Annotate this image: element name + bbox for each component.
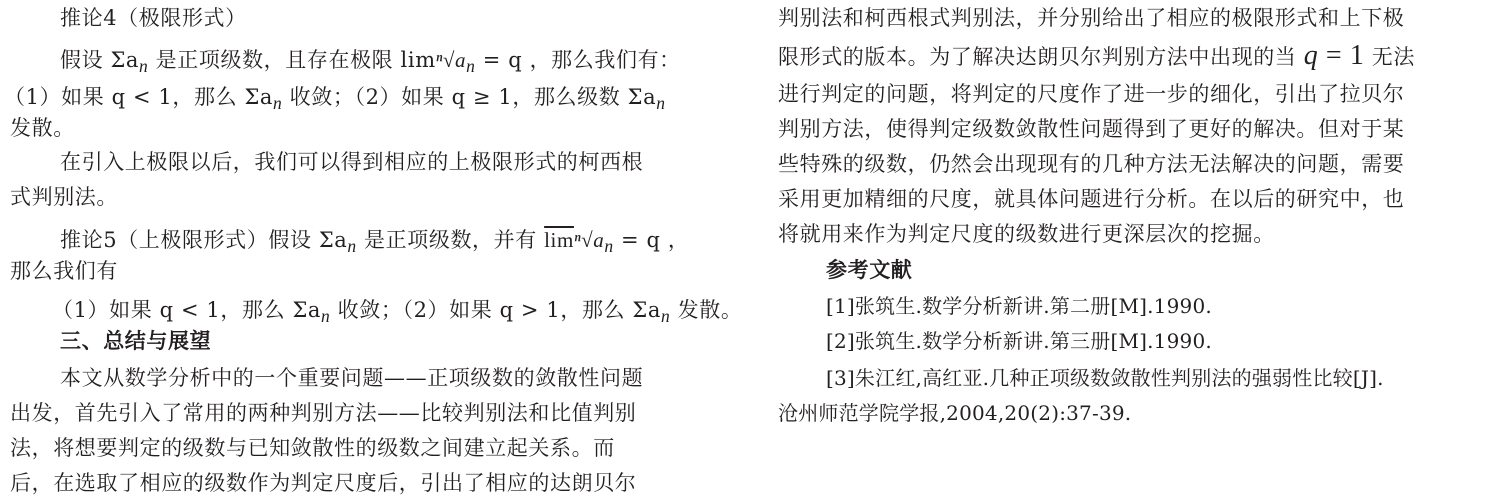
text-run: 假设 Σa bbox=[60, 48, 140, 72]
references-heading bbox=[826, 256, 912, 286]
reference-text: 沧州师范学院学报,2004,20(2):37-39. bbox=[778, 401, 1132, 425]
text-run: 些特殊的级数，仍然会出现现有的几种方法无法解决的问题，需要 bbox=[778, 152, 1405, 176]
text-run: 后，在选取了相应的级数作为判定尺度后，引出了相应的达朗贝尔 bbox=[10, 471, 637, 495]
reference-item-1 bbox=[826, 292, 1212, 322]
text-run: 收敛；（2）如果 q ≥ 1，那么级数 Σa bbox=[282, 85, 657, 109]
text-run: 是正项级数，且存在极限 lim bbox=[148, 48, 436, 72]
subscript: n bbox=[347, 236, 357, 257]
text-run: 法，将想要判定的级数与已知敛散性的级数之间建立起关系。而 bbox=[10, 436, 615, 460]
summary-line1 bbox=[60, 364, 643, 394]
nth-root-expression: ⁿ√a bbox=[435, 48, 467, 72]
text-run: 无法 bbox=[1364, 45, 1415, 69]
text-run: 采用更加精细的尺度，就具体问题进行分析。在以后的研究中，也 bbox=[778, 187, 1405, 211]
subscript: n bbox=[139, 56, 149, 77]
reference-text: [2]张筑生.数学分析新讲.第三册[M].1990. bbox=[826, 329, 1212, 353]
corollary4-tail bbox=[10, 114, 75, 144]
text-run: 进行判定的问题，将判定的尺度作了进一步的细化，引出了拉贝尔 bbox=[778, 82, 1405, 106]
subscript: n bbox=[273, 93, 283, 114]
text-run: （1）如果 q < 1，那么 Σa bbox=[52, 298, 322, 322]
text-run: 发散。 bbox=[670, 298, 743, 322]
reference-item-2 bbox=[826, 327, 1212, 357]
heading-text: 参考文献 bbox=[826, 258, 913, 282]
corollary4-title bbox=[60, 4, 247, 34]
text-run: 判别方法，使得判定级数敛散性问题得到了更好的解决。但对于某 bbox=[778, 117, 1405, 141]
text-run: 那么我们有 bbox=[10, 259, 118, 283]
corollary5-conditions bbox=[52, 296, 742, 326]
subscript: n bbox=[604, 236, 614, 257]
conclusion-line1 bbox=[778, 4, 1404, 34]
reference-text: [3]朱江红,高红亚.几种正项级数敛散性判别法的强弱性比较[J]. bbox=[826, 366, 1384, 390]
conclusion-line4 bbox=[778, 115, 1404, 145]
corollary4-title-text: 推论4（极限形式） bbox=[60, 6, 247, 30]
text-run: （1）如果 q < 1，那么 Σa bbox=[4, 85, 274, 109]
text-run: 式判别法。 bbox=[10, 185, 118, 209]
corollary5-line2 bbox=[10, 257, 118, 287]
subscript: n bbox=[661, 306, 671, 327]
limsup-intro-line1 bbox=[60, 148, 643, 178]
summary-line4 bbox=[10, 469, 636, 499]
text-run: 在引入上极限以后，我们可以得到相应的上极限形式的柯西根 bbox=[60, 150, 644, 174]
subscript: n bbox=[321, 306, 331, 327]
corollary4-statement bbox=[60, 46, 681, 76]
text-run: 发散。 bbox=[10, 116, 75, 140]
conclusion-line3 bbox=[778, 80, 1404, 110]
conclusion-line5 bbox=[778, 150, 1404, 180]
conclusion-line6 bbox=[778, 185, 1404, 215]
reference-text: [1]张筑生.数学分析新讲.第二册[M].1990. bbox=[826, 294, 1212, 318]
corollary4-conditions bbox=[4, 83, 666, 113]
limsup-intro-line2 bbox=[10, 183, 118, 213]
summary-line3 bbox=[10, 434, 615, 464]
math-q: q bbox=[1303, 40, 1319, 71]
text-run: 限形式的版本。为了解决达朗贝尔判别方法中出现的当 bbox=[778, 45, 1304, 69]
limsup-symbol: $\overline{lim}$ bbox=[544, 228, 574, 252]
text-run: = q ， bbox=[613, 228, 690, 252]
subscript: n bbox=[656, 93, 666, 114]
subscript: n bbox=[466, 56, 476, 77]
conclusion-line2 bbox=[778, 42, 1415, 72]
summary-line2 bbox=[10, 399, 636, 429]
math-eq: = 1 bbox=[1318, 40, 1365, 71]
reference-item-3-cont bbox=[778, 399, 1131, 429]
reference-item-3 bbox=[826, 364, 1384, 394]
text-run: 将就用来作为判定尺度的级数进行更深层次的挖掘。 bbox=[778, 222, 1275, 246]
heading-text: 三、总结与展望 bbox=[60, 329, 212, 353]
text-run: 本文从数学分析中的一个重要问题——正项级数的敛散性问题 bbox=[60, 366, 644, 390]
corollary5-statement bbox=[60, 226, 689, 256]
text-run: = q ，那么我们有： bbox=[475, 48, 681, 72]
text-run: 出发，首先引入了常用的两种判别方法——比较判别法和比值判别 bbox=[10, 401, 637, 425]
section3-heading bbox=[60, 327, 211, 357]
text-run: 推论5（上极限形式）假设 Σa bbox=[60, 228, 348, 252]
nth-root-expression: ⁿ√a bbox=[573, 228, 605, 252]
text-run: 判别法和柯西根式判别法，并分别给出了相应的极限形式和上下极 bbox=[778, 6, 1405, 30]
text-run: 收敛；（2）如果 q > 1，那么 Σa bbox=[330, 298, 661, 322]
conclusion-line7 bbox=[778, 220, 1275, 250]
text-run: 是正项级数，并有 bbox=[356, 228, 545, 252]
